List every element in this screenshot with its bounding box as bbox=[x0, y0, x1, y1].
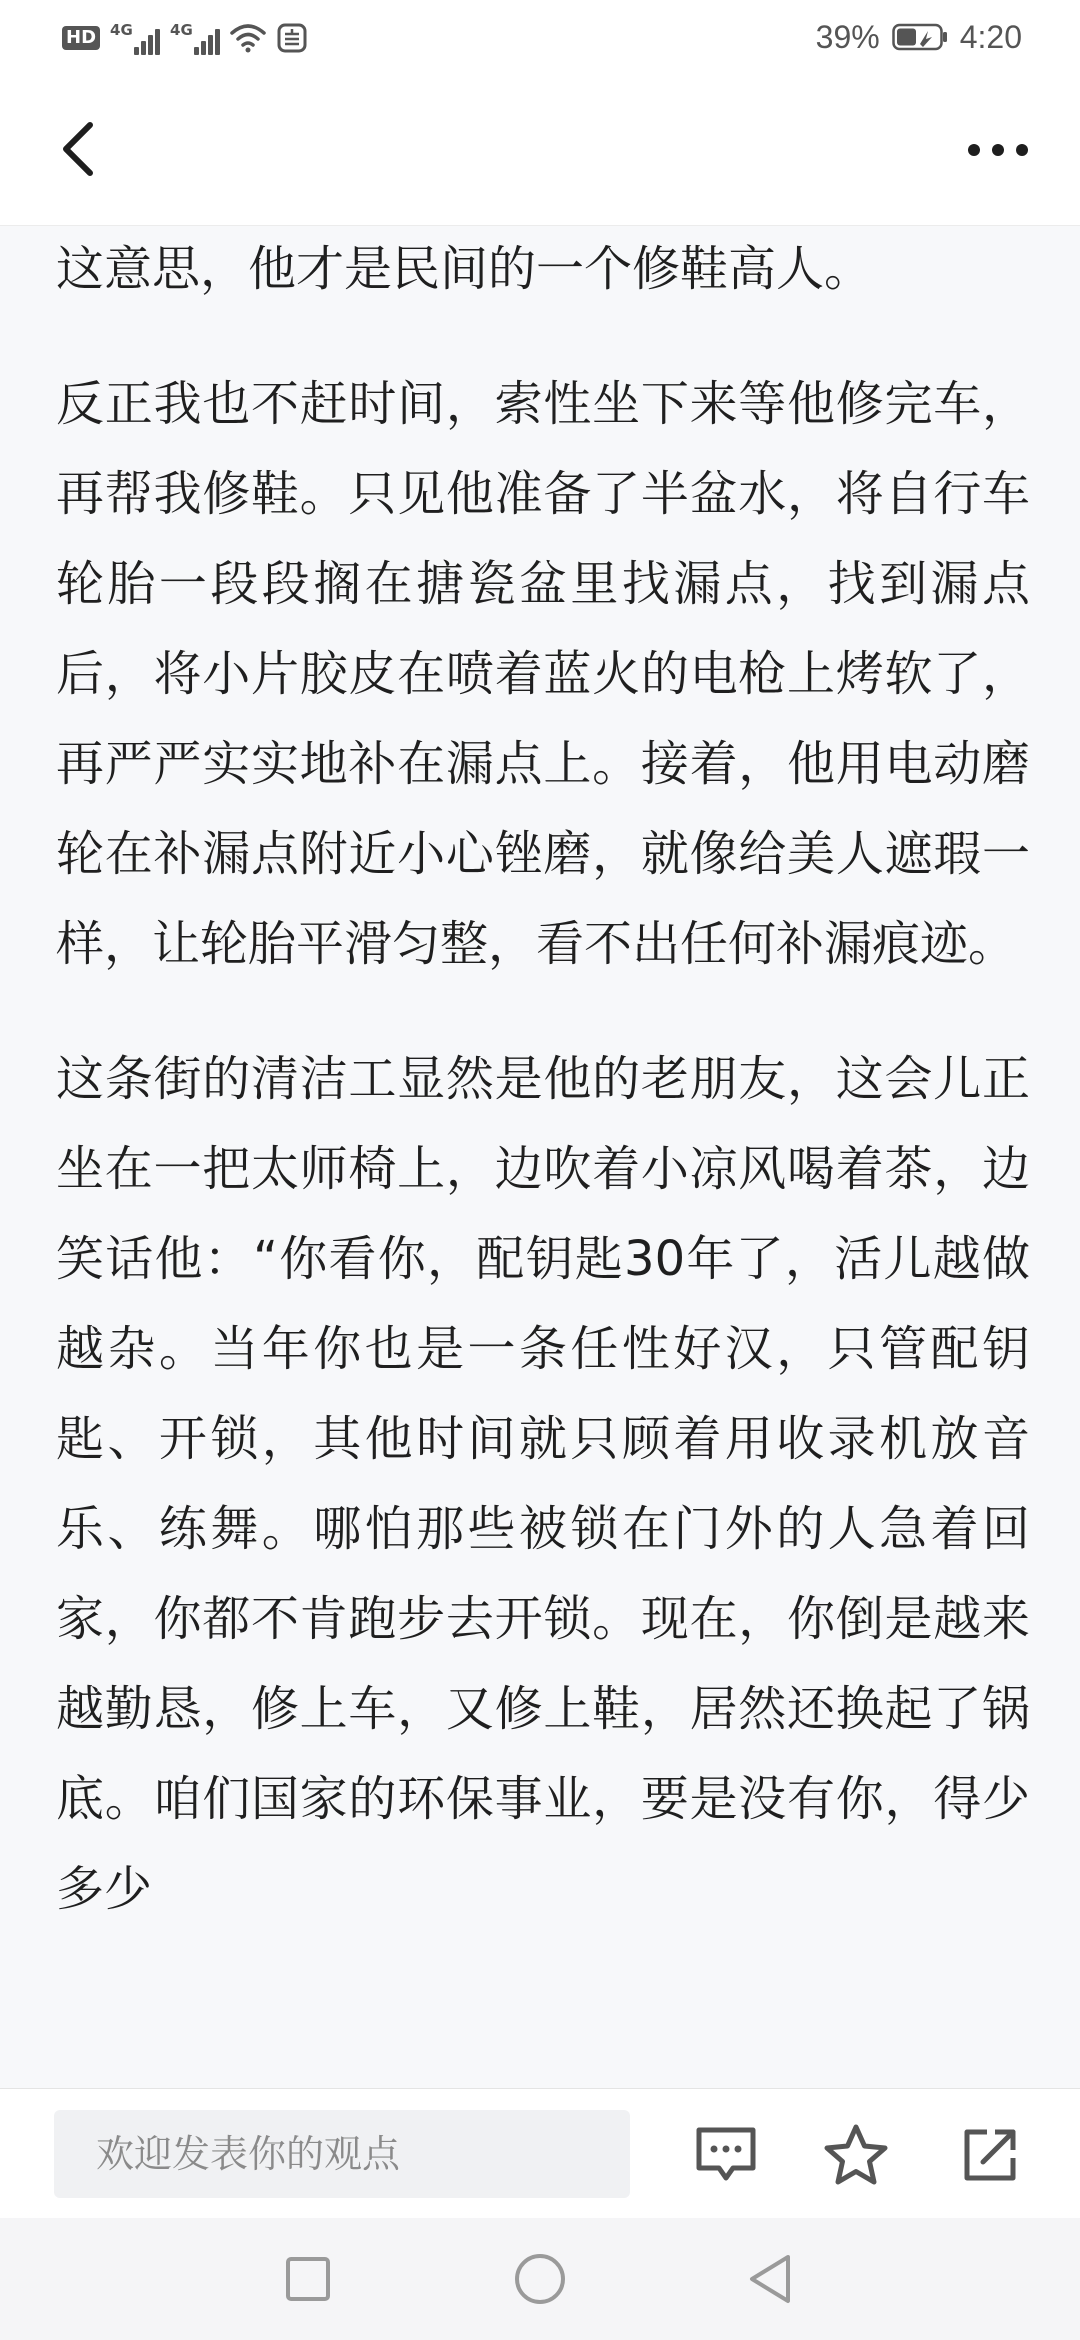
article-content[interactable] bbox=[0, 226, 1080, 2088]
recent-apps-icon bbox=[283, 2254, 333, 2304]
article-paragraph: 反正我也不赶时间，索性坐下来等他修完车，再帮我修鞋。只见他准备了半盆水，将自行车轮胎一段段搁在搪瓷盆里找漏点，找到漏点后，将小片胶皮在喷着蓝火的电枪上烤软了，再严严实实地补在漏点上。接着，他用电动磨轮在补漏点附近小心锉磨，就像给美人遮瑕一样，让轮胎平滑匀整，看不出任何补漏痕迹。 bbox=[56, 376, 1030, 972]
share-button[interactable] bbox=[950, 2115, 1030, 2195]
signal-icon bbox=[170, 21, 220, 55]
more-options-button[interactable] bbox=[958, 115, 1038, 185]
hd-icon: HD bbox=[62, 26, 100, 50]
nfc-icon bbox=[276, 22, 308, 54]
status-left-group bbox=[62, 18, 308, 58]
comment-button[interactable] bbox=[686, 2115, 766, 2195]
comment-icon bbox=[693, 2124, 759, 2186]
wifi-icon bbox=[230, 23, 266, 53]
comment-bar bbox=[0, 2088, 1080, 2219]
article-paragraph: 这条街的清洁工显然是他的老朋友，这会儿正坐在一把太师椅上，边吹着小凉风喝着茶，边笑话他：“你看你，配钥匙30年了，活儿越做越杂。当年你也是一条任性好汉，只管配钥匙、开锁，其他时间就只顾着用收录机放音乐、练舞。哪怕那些被锁在门外的人急着回家，你都不肯跑步去开锁。现在，你倒是越来越勤恳，修上车，又修上鞋，居然还换起了锅底。咱们国家的环保事业，要是没有你，得少多少 bbox=[56, 1051, 1030, 1917]
home-icon bbox=[512, 2251, 568, 2307]
network-type-label: 4G bbox=[110, 21, 133, 39]
recent-apps-button[interactable] bbox=[268, 2239, 348, 2319]
share-icon bbox=[959, 2124, 1021, 2186]
network-type-label: 4G bbox=[170, 21, 193, 39]
status-bar bbox=[0, 0, 1080, 75]
system-navigation-bar bbox=[0, 2218, 1080, 2340]
battery-percent: 39% bbox=[815, 18, 880, 55]
favorite-button[interactable] bbox=[816, 2115, 896, 2195]
app-bar bbox=[0, 75, 1080, 226]
article-paragraph: 这意思，他才是民间的一个修鞋高人。 bbox=[56, 241, 873, 297]
nav-back-button[interactable] bbox=[730, 2239, 810, 2319]
comment-input[interactable] bbox=[54, 2110, 630, 2198]
back-triangle-icon bbox=[744, 2251, 796, 2307]
signal-icon bbox=[110, 21, 160, 55]
battery-icon bbox=[892, 23, 948, 51]
chevron-left-icon bbox=[50, 115, 120, 185]
home-button[interactable] bbox=[500, 2239, 580, 2319]
star-icon bbox=[822, 2122, 890, 2188]
status-right-group bbox=[816, 15, 1022, 59]
article-body bbox=[56, 226, 1030, 1979]
more-horizontal-icon bbox=[958, 115, 1038, 185]
clock: 4:20 bbox=[959, 18, 1022, 55]
back-button[interactable] bbox=[50, 115, 120, 185]
